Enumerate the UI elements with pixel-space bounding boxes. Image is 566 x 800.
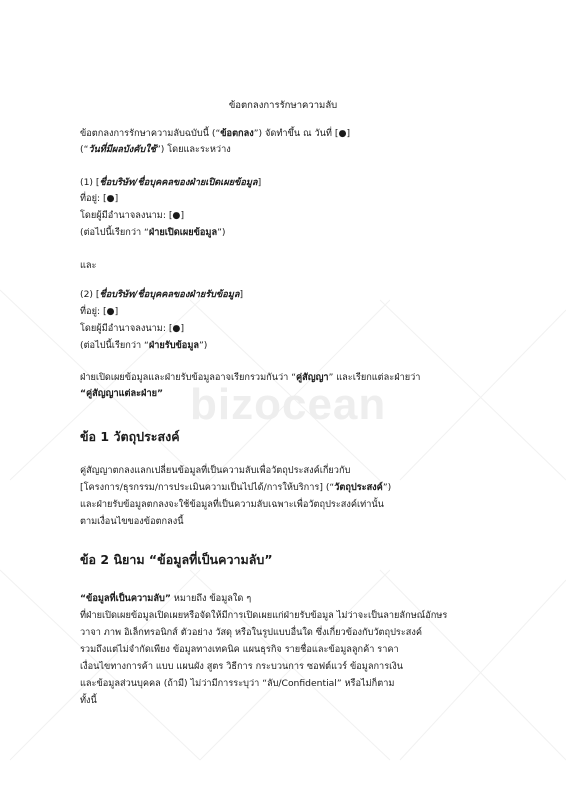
section-2-line-4: รวมถึงแต่ไม่จำกัดเพียง ข้อมูลทางเทคนิค แผนธุรกิจ รายชื่อและข้อมูลลูกค้า ราคา <box>80 644 399 655</box>
party1-address: ที่อยู่: [●] <box>80 193 119 204</box>
party2-address: ที่อยู่: [●] <box>80 306 119 317</box>
section-1-line-2: [โครงการ/ธุรกรรม/การประเมินความเป็นไปได้/การให้บริการ] (“วัตถุประสงค์”) <box>80 482 392 493</box>
section-1-line-4: ตามเงื่อนไขของข้อตกลงนี้ <box>80 516 184 527</box>
parties-note-line-1: ฝ่ายเปิดเผยข้อมูลและฝ่ายรับข้อมูลอาจเรียกรวมกันว่า “คู่สัญญา” และเรียกแต่ละฝ่ายว่า <box>80 372 421 383</box>
watermark-logo: bizocean <box>190 380 387 429</box>
section-2-line-1: “ข้อมูลที่เป็นความลับ” หมายถึง ข้อมูลใด ๆ <box>80 593 252 604</box>
section-2-line-2: ที่ฝ่ายเปิดเผยข้อมูลเปิดเผยหรือจัดให้มีการเปิดเผยแก่ฝ่ายรับข้อมูล ไม่ว่าจะเป็นลายลักษณ์อักษร <box>80 610 448 621</box>
document-title: ข้อตกลงการรักษาความลับ <box>228 100 338 111</box>
section-1-heading: ข้อ 1 วัตถุประสงค์ <box>80 429 180 444</box>
party2-signatory: โดยผู้มีอำนาจลงนาม: [●] <box>80 323 185 334</box>
party2-name: (2) [ชื่อบริษัท/ชื่อบุคคลของฝ่ายรับข้อมูล] <box>80 289 244 300</box>
section-2-heading: ข้อ 2 นิยาม “ข้อมูลที่เป็นความลับ” <box>80 552 273 567</box>
section-1-line-3: และฝ่ายรับข้อมูลตกลงจะใช้ข้อมูลที่เป็นความลับเฉพาะเพื่อวัตถุประสงค์เท่านั้น <box>80 499 384 510</box>
parties-note-line-2: “คู่สัญญาแต่ละฝ่าย” <box>80 388 164 399</box>
party1-signatory: โดยผู้มีอำนาจลงนาม: [●] <box>80 210 185 221</box>
section-2-line-5: เงื่อนไขทางการค้า แบบ แผนผัง สูตร วิธีการ กระบวนการ ซอฟต์แวร์ ข้อมูลการเงิน <box>80 661 404 672</box>
party1-reference: (ต่อไปนี้เรียกว่า “ฝ่ายเปิดเผยข้อมูล”) <box>80 227 226 238</box>
section-2-line-6: และข้อมูลส่วนบุคคล (ถ้ามี) ไม่ว่ามีการระบุว่า “ลับ/Confidential” หรือไม่ก็ตาม <box>80 678 395 689</box>
intro-line-1: ข้อตกลงการรักษาความลับฉบับนี้ (“ข้อตกลง”) จัดทำขึ้น ณ วันที่ [●] <box>80 128 351 139</box>
and-text: และ <box>80 260 97 271</box>
party2-reference: (ต่อไปนี้เรียกว่า “ฝ่ายรับข้อมูล”) <box>80 340 208 351</box>
section-1-line-1: คู่สัญญาตกลงแลกเปลี่ยนข้อมูลที่เป็นความลับเพื่อวัตถุประสงค์เกี่ยวกับ <box>80 465 351 476</box>
party1-name: (1) [ชื่อบริษัท/ชื่อบุคคลของฝ่ายเปิดเผยข้อมูล] <box>80 177 262 188</box>
section-2-line-7: ทั้งนี้ <box>80 695 97 706</box>
section-2-line-3: วาจา ภาพ อิเล็กทรอนิกส์ ตัวอย่าง วัสดุ หรือในรูปแบบอื่นใด ซึ่งเกี่ยวข้องกับวัตถุประสงค์ <box>80 627 423 638</box>
intro-line-2: (“วันที่มีผลบังคับใช้”) โดยและระหว่าง <box>80 144 231 155</box>
